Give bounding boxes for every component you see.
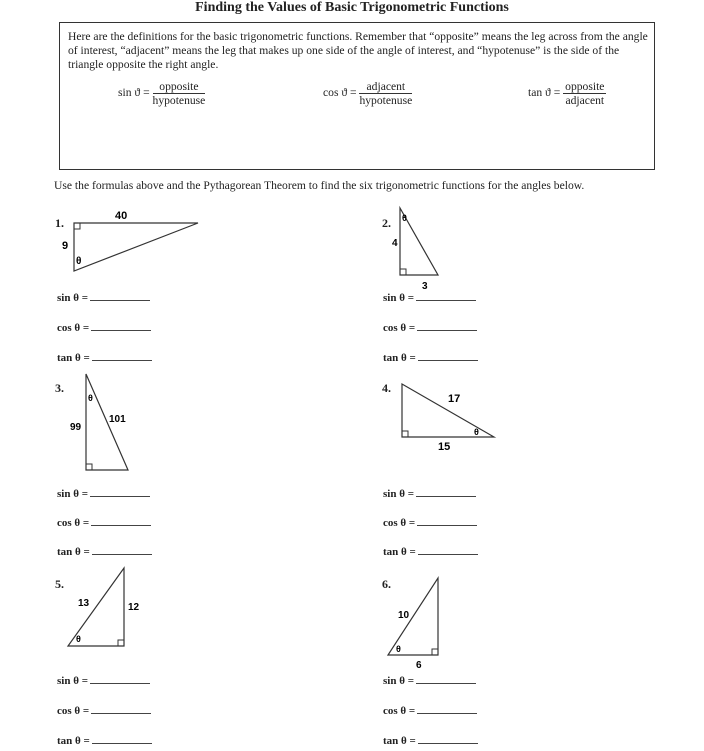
problem-1-tan-answer[interactable]: tan θ = xyxy=(57,352,152,364)
problem-4-side-b: 15 xyxy=(438,441,451,453)
problem-2-side-a: 4 xyxy=(392,238,398,249)
problem-2-sin-answer[interactable]: sin θ = xyxy=(383,292,476,304)
triangle-5 xyxy=(64,562,154,654)
problem-1-number: 1. xyxy=(55,216,64,230)
problem-5-side-a: 13 xyxy=(78,598,90,609)
page-title: Finding the Values of Basic Trigonometric Functions xyxy=(195,0,509,15)
instructions: Use the formulas above and the Pythagorean Theorem to find the six trigonometric functions for the angles below. xyxy=(54,179,585,192)
problem-6-side-a: 10 xyxy=(398,610,410,621)
problem-1-side-b: 9 xyxy=(62,240,69,252)
problem-3-tan-answer[interactable]: tan θ = xyxy=(57,546,152,558)
right-angle-mark xyxy=(86,464,92,470)
problem-6-theta: θ xyxy=(396,644,401,654)
problem-4-cos-answer[interactable]: cos θ = xyxy=(383,517,477,529)
tan-denominator: adjacent xyxy=(565,94,605,107)
tan-formula-label: tan ϑ = xyxy=(528,86,561,100)
problem-4-theta: θ xyxy=(474,427,479,437)
triangle-1-shape xyxy=(74,223,198,271)
problem-6-number: 6. xyxy=(382,577,391,591)
definitions-text: Here are the definitions for the basic trigonometric functions. Remember that “opposite” means the leg across from the angle of interest, “adjacent” means the leg that makes up one side of the angle of interest, and “hypotenuse” is the side of the triangle opposite the right angle. xyxy=(68,30,648,71)
right-angle-mark xyxy=(402,431,408,437)
problem-5-number: 5. xyxy=(55,577,64,591)
problem-3-cos-answer[interactable]: cos θ = xyxy=(57,517,151,529)
sin-denominator: hypotenuse xyxy=(152,94,206,107)
problem-1-theta: θ xyxy=(76,256,82,267)
triangle-4 xyxy=(398,378,508,458)
problem-2-cos-answer[interactable]: cos θ = xyxy=(383,322,477,334)
sin-formula-label: sin ϑ = xyxy=(118,86,150,100)
tan-numerator: opposite xyxy=(565,80,605,93)
problem-5-theta: θ xyxy=(76,634,81,644)
problem-4-side-a: 17 xyxy=(448,393,461,405)
cos-formula xyxy=(323,80,412,107)
right-angle-mark xyxy=(432,649,438,655)
problem-3-side-a: 99 xyxy=(70,422,82,433)
cos-numerator: adjacent xyxy=(359,80,412,94)
problem-2-tan-answer[interactable]: tan θ = xyxy=(383,352,478,364)
problem-4-tan-answer[interactable]: tan θ = xyxy=(383,546,478,558)
problem-5-side-b: 12 xyxy=(128,602,140,613)
cos-denominator: hypotenuse xyxy=(359,94,413,107)
problem-2-number: 2. xyxy=(382,216,391,230)
triangle-2 xyxy=(390,200,450,295)
problem-2-theta: θ xyxy=(402,213,407,223)
problem-2-side-b: 3 xyxy=(422,281,428,292)
problem-1-cos-answer[interactable]: cos θ = xyxy=(57,322,151,334)
problem-5-tan-answer[interactable]: tan θ = xyxy=(57,735,152,747)
problem-5-cos-answer[interactable]: cos θ = xyxy=(57,705,151,717)
cos-formula-label: cos ϑ = xyxy=(323,86,357,100)
problem-6-cos-answer[interactable]: cos θ = xyxy=(383,705,477,717)
problem-3-sin-answer[interactable]: sin θ = xyxy=(57,488,150,500)
problem-3-theta: θ xyxy=(88,393,93,403)
problem-4-number: 4. xyxy=(382,381,391,395)
problem-4-sin-answer[interactable]: sin θ = xyxy=(383,488,476,500)
problem-1-sin-answer[interactable]: sin θ = xyxy=(57,292,150,304)
tan-formula xyxy=(528,80,606,107)
sin-numerator: opposite xyxy=(153,80,206,94)
problem-6-sin-answer[interactable]: sin θ = xyxy=(383,675,476,687)
sin-formula xyxy=(118,80,205,107)
right-angle-mark xyxy=(74,223,80,229)
problem-6-side-b: 6 xyxy=(416,660,422,671)
right-angle-mark xyxy=(118,640,124,646)
triangle-1 xyxy=(60,205,210,275)
problem-6-tan-answer[interactable]: tan θ = xyxy=(383,735,478,747)
right-angle-mark xyxy=(400,269,406,275)
triangle-6 xyxy=(384,572,454,672)
problem-5-sin-answer[interactable]: sin θ = xyxy=(57,675,150,687)
triangle-3 xyxy=(66,370,146,480)
problem-3-number: 3. xyxy=(55,381,64,395)
problem-1-side-a: 40 xyxy=(115,210,128,222)
triangle-4-shape xyxy=(402,384,494,437)
problem-3-side-b: 101 xyxy=(109,414,126,425)
